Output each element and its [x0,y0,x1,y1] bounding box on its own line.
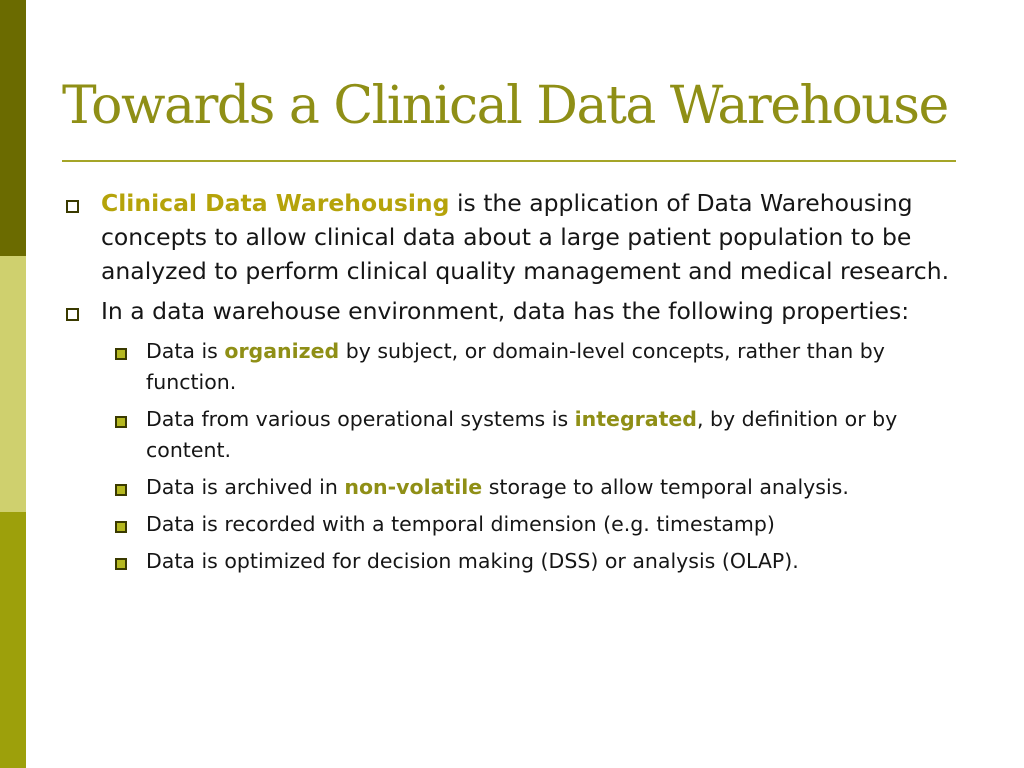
subbullet-text: Data is recorded with a temporal dimension (e.g. timestamp) [146,512,775,536]
term-integrated: integrated [574,407,697,431]
square-bullet-icon [115,558,127,570]
subbullet-text: Data is [146,339,225,363]
subbullet-text: , by definition or by content. [146,407,898,462]
bullet-properties [62,294,960,577]
subbullet-integrated [101,404,960,466]
slide-body [62,186,960,583]
bullet-text: In a data warehouse environment, data has the following properties: [101,297,910,325]
subbullet-organized [101,336,960,398]
square-bullet-icon [115,416,127,428]
subbullet-optimized [101,546,960,577]
subbullet-non-volatile [101,472,960,503]
term-non-volatile: non-volatile [344,475,483,499]
term-clinical-data-warehousing: Clinical Data Warehousing [101,189,450,217]
hollow-square-bullet-icon [66,200,79,213]
subbullet-text: Data is archived in [146,475,345,499]
subbullet-text: Data is optimized for decision making (DSS) or analysis (OLAP). [146,549,799,573]
sidebar-band-dark [0,0,26,256]
bullet-list [62,186,960,577]
square-bullet-icon [115,521,127,533]
subbullet-temporal [101,509,960,540]
slide-title: Towards a Clinical Data Warehouse [62,76,948,136]
sidebar-band-light [0,256,26,512]
square-bullet-icon [115,348,127,360]
subbullet-list [101,336,960,577]
sidebar-band-olive [0,512,26,768]
subbullet-text: storage to allow temporal analysis. [482,475,849,499]
title-divider [62,160,956,162]
bullet-text: is the application of Data Warehousing concepts to allow clinical data about a large patient population to be analyzed to perform clinical quality management and medical research. [101,189,950,285]
term-organized: organized [224,339,340,363]
hollow-square-bullet-icon [66,308,79,321]
bullet-definition [62,186,960,288]
subbullet-text: by subject, or domain-level concepts, rather than by function. [146,339,885,394]
subbullet-text: Data from various operational systems is [146,407,575,431]
square-bullet-icon [115,484,127,496]
